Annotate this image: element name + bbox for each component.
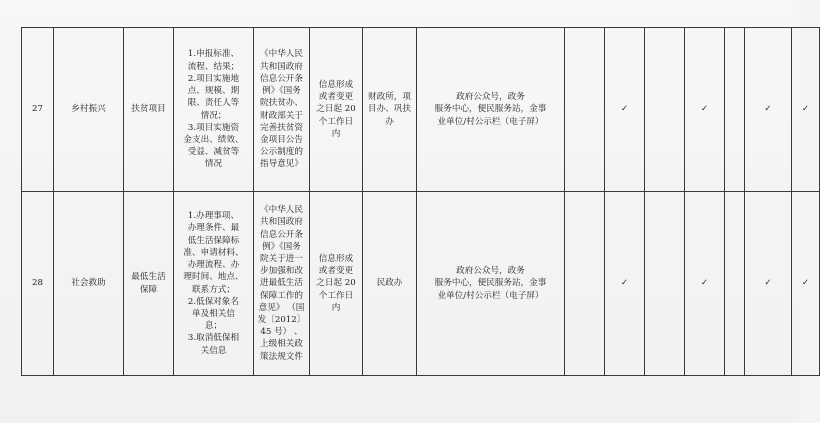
mark-cell	[645, 192, 685, 376]
disclosure-table	[21, 27, 820, 376]
channel-cell: 政府公众号，政务 服务中心，便民服务站，金事 业单位/村公示栏（电子屏）	[417, 192, 565, 376]
row-number: 28	[22, 192, 54, 376]
check-mark: ✓	[605, 192, 645, 376]
mark-cell	[725, 28, 745, 192]
mark-cell	[725, 192, 745, 376]
mark-cell	[565, 192, 605, 376]
category-cell: 乡村振兴	[54, 28, 124, 192]
basis-cell: 《中华人民 共和国政府 信息公开条 例》《国务 院关于进一 步加强和改 进最低生活 保障工作的 意见》 （国 发〔2012〕 45 号） 、 上级相关政 策法规文件	[254, 192, 310, 376]
subject-cell: 财政所，项 目办、巩扶 办	[363, 28, 417, 192]
category-cell: 社会救助	[54, 192, 124, 376]
row-number: 27	[22, 28, 54, 192]
check-mark: ✓	[745, 28, 792, 192]
content-cell: 1.办理事项、 办理条件、最 低生活保障标 准、申请材料、 办理流程、办 理时间、地点、 联系方式； 2.低保对象名 单及相关信 息； 3.取消低保相 关信息	[174, 192, 254, 376]
time-limit-cell: 信息形成 或者变更 之日起 20 个工作日 内	[310, 28, 363, 192]
mark-cell	[565, 28, 605, 192]
item-cell: 扶贫项目	[124, 28, 174, 192]
content-cell: 1.申报标准、 流程、结果； 2.项目实施地 点、规模、期 限、责任人等 情况； 3.项目实施资 金支出、绩效、 受益、减贫等 情况	[174, 28, 254, 192]
check-mark: ✓	[792, 192, 820, 376]
channel-cell: 政府公众号，政务 服务中心，便民服务站，金事 业单位/村公示栏（电子屏）	[417, 28, 565, 192]
table-row	[22, 28, 820, 192]
check-mark: ✓	[685, 192, 725, 376]
mark-cell	[645, 28, 685, 192]
item-cell: 最低生活 保障	[124, 192, 174, 376]
basis-cell: 《中华人民 共和国政府 信息公开条 例》《国务 院扶贫办、 财政部关于 完善扶贫资 金项目公告 公示制度的 指导意见》	[254, 28, 310, 192]
table-row	[22, 192, 820, 376]
subject-cell: 民政办	[363, 192, 417, 376]
check-mark: ✓	[745, 192, 792, 376]
time-limit-cell: 信息形成 或者变更 之日起 20 个工作日 内	[310, 192, 363, 376]
check-mark: ✓	[605, 28, 645, 192]
check-mark: ✓	[792, 28, 820, 192]
check-mark: ✓	[685, 28, 725, 192]
